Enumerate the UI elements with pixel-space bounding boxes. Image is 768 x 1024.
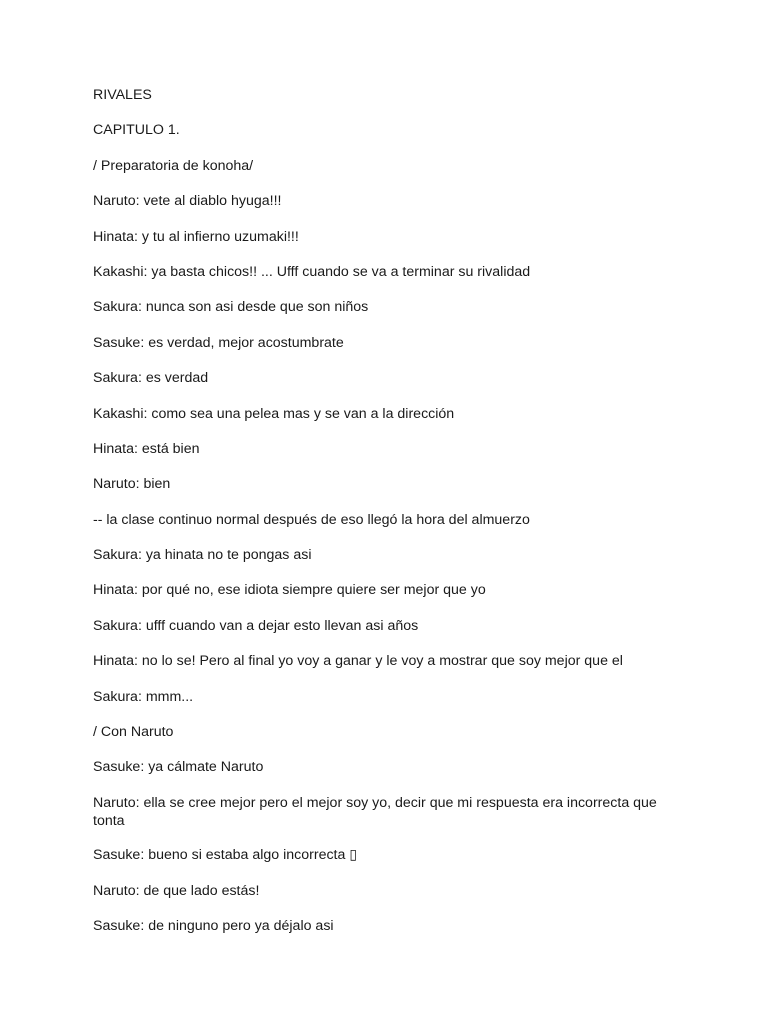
dialogue-line: Sasuke: bueno si estaba algo incorrecta ▯	[93, 847, 358, 864]
dialogue-line: Sakura: ufff cuando van a dejar esto llevan asi años	[93, 617, 419, 634]
narration-line: -- la clase continuo normal después de eso llegó la hora del almuerzo	[93, 511, 530, 528]
dialogue-line: Kakashi: ya basta chicos!! ... Ufff cuando se va a terminar su rivalidad	[93, 263, 531, 280]
dialogue-line: Naruto: ella se cree mejor pero el mejor soy yo, decir que mi respuesta era incorrecta que tonta	[93, 794, 661, 829]
dialogue-line: Hinata: no lo se! Pero al final yo voy a ganar y le voy a mostrar que soy mejor que el	[93, 653, 623, 670]
dialogue-line: Sakura: es verdad	[93, 370, 209, 387]
dialogue-line: Sakura: ya hinata no te pongas asi	[93, 547, 312, 564]
scene-marker: / Con Naruto	[93, 724, 174, 741]
scene-marker: / Preparatoria de konoha/	[93, 157, 254, 174]
dialogue-line: Sasuke: de ninguno pero ya déjalo asi	[93, 918, 334, 935]
dialogue-line: Sakura: mmm...	[93, 688, 194, 705]
story-title: RIVALES	[93, 87, 152, 103]
dialogue-line: Naruto: de que lado estás!	[93, 882, 260, 899]
dialogue-line: Kakashi: como sea una pelea mas y se van a la dirección	[93, 405, 455, 422]
chapter-heading: CAPITULO 1.	[93, 122, 180, 139]
dialogue-line: Naruto: bien	[93, 476, 171, 493]
dialogue-line: Hinata: por qué no, ese idiota siempre quiere ser mejor que yo	[93, 582, 486, 599]
dialogue-line: Sasuke: es verdad, mejor acostumbrate	[93, 334, 344, 351]
dialogue-line: Sasuke: ya cálmate Naruto	[93, 759, 264, 776]
dialogue-line: Naruto: vete al diablo hyuga!!!	[93, 193, 282, 210]
dialogue-line: Hinata: está bien	[93, 440, 200, 457]
story-text	[93, 86, 683, 952]
dialogue-line: Sakura: nunca son asi desde que son niños	[93, 299, 369, 316]
dialogue-line: Hinata: y tu al infierno uzumaki!!!	[93, 228, 299, 245]
